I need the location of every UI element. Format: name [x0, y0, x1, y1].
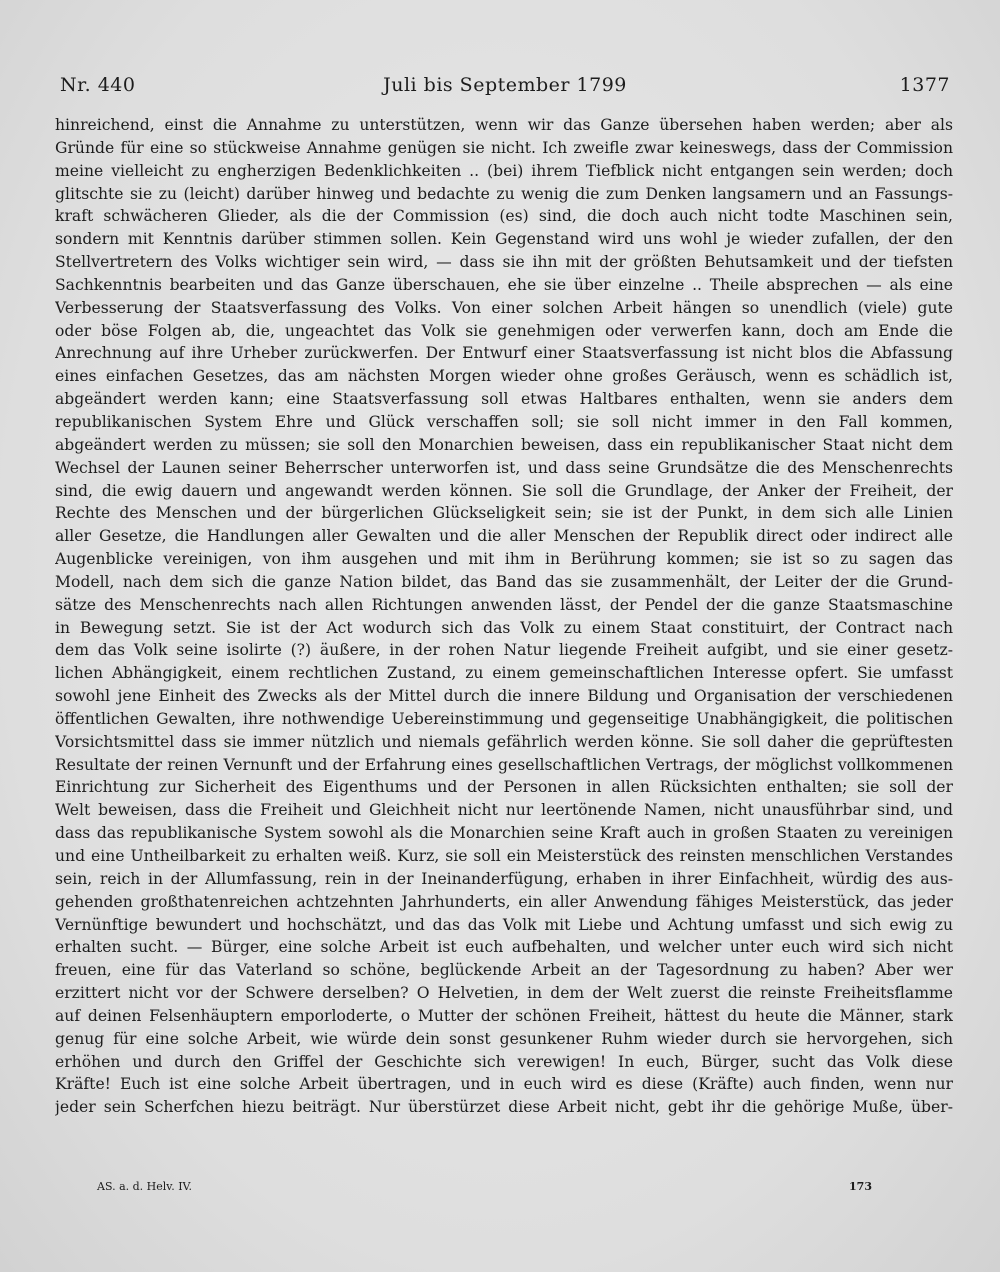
text-line: Augenblicke vereinigen, von ihm ausgehen und mit ihm in Berührung kommen; sie ist so zu sagen das — [55, 550, 953, 569]
text-line: Resultate der reinen Vernunft und der Erfahrung eines gesellschaftlichen Vertrags, der möglichst vollkommenen — [55, 755, 953, 774]
text-line: Wechsel der Launen seiner Beherrscher unterworfen ist, und dass seine Grundsätze die des Menschenrechts — [55, 458, 953, 477]
text-line: Gründe für eine so stückweise Annahme genügen sie nicht. Ich zweifle zwar keineswegs, dass der Commission — [55, 138, 953, 157]
running-title: Juli bis September 1799 — [383, 74, 627, 96]
text-line: sätze des Menschenrechts nach allen Richtungen anwenden lässt, der Pendel der die ganze Staatsmaschine — [55, 595, 953, 614]
text-line: erhalten sucht. — Bürger, eine solche Arbeit ist euch aufbehalten, und welcher unter euch wird sich nicht — [55, 938, 953, 957]
text-line: kraft schwächeren Glieder, als die der Commission (es) sind, die doch auch nicht todte Maschinen sein, — [55, 207, 953, 226]
body-text — [55, 114, 953, 1119]
text-line: Modell, nach dem sich die ganze Nation bildet, das Band das sie zusammenhält, der Leiter der die Grund- — [55, 572, 953, 591]
text-line: Einrichtung zur Sicherheit des Eigenthums und der Personen in allen Rücksichten enthalten; sie soll der — [55, 778, 953, 797]
text-line: glitschte sie zu (leicht) darüber hinweg und bedachte zu wenig die zum Denken langsamern und an Fassungs- — [55, 184, 953, 203]
text-line: meine vielleicht zu engherzigen Bedenklichkeiten .. (bei) ihrem Tiefblick nicht entgangen sein werden; doch — [55, 161, 953, 180]
text-line: Vorsichtsmittel dass sie immer nützlich und niemals gefährlich werden könne. Sie soll daher die geprüftesten — [55, 732, 953, 751]
document-number: Nr. 440 — [60, 74, 136, 96]
text-line: in Bewegung setzt. Sie ist der Act wodurch sich das Volk zu einem Staat constituirt, der Contract nach — [55, 618, 953, 637]
text-line: jeder sein Scherfchen hiezu beiträgt. Nur überstürzet diese Arbeit nicht, gebt ihr die gehörige Muße, über- — [55, 1098, 953, 1117]
text-line: abgeändert werden zu müssen; sie soll den Monarchien beweisen, dass ein republikanischer Staat nicht dem — [55, 435, 953, 454]
text-line: dass das republikanische System sowohl als die Monarchien seine Kraft auch in großen Staaten zu vereinigen — [55, 824, 953, 843]
text-line: gehenden großthatenreichen achtzehnten Jahrhunderts, ein aller Anwendung fähiges Meisterstück, das jeder — [55, 892, 953, 911]
text-line: hinreichend, einst die Annahme zu unterstützen, wenn wir das Ganze übersehen haben werden; aber als — [55, 116, 953, 134]
text-line: aller Gesetze, die Handlungen aller Gewalten und die aller Menschen der Republik direct oder indirect alle — [55, 527, 953, 546]
text-line: lichen Abhängigkeit, einem rechtlichen Zustand, zu einem gemeinschaftlichen Interesse opfert. Sie umfasst — [55, 664, 953, 683]
text-line: dem das Volk seine isolirte (?) äußere, in der rohen Natur liegende Freiheit aufgibt, und sie einer gesetz- — [55, 641, 953, 660]
text-line: erhöhen und durch den Griffel der Geschichte sich verewigen! In euch, Bürger, sucht das Volk diese — [55, 1052, 953, 1071]
text-line: Vernünftige bewundert und hochschätzt, und das das Volk mit Liebe und Achtung umfasst und sich ewig zu — [55, 915, 953, 934]
page-number: 1377 — [899, 74, 950, 96]
text-line: Stellvertretern des Volks wichtiger sein wird, — dass sie ihn mit der größten Behutsamkeit und der tiefsten — [55, 253, 953, 272]
sheet-number: 173 — [849, 1180, 872, 1193]
text-line: Rechte des Menschen und der bürgerlichen Glückseligkeit sein; sie ist der Punkt, in dem sich alle Linien — [55, 504, 953, 523]
text-line: sondern mit Kenntnis darüber stimmen sollen. Kein Gegenstand wird uns wohl je wieder zufallen, der den — [55, 230, 953, 249]
text-line: abgeändert werden kann; eine Staatsverfassung soll etwas Haltbares enthalten, wenn sie anders dem — [55, 390, 953, 409]
text-line: oder böse Folgen ab, die, ungeachtet das Volk sie genehmigen oder verwerfen kann, doch am Ende die — [55, 321, 953, 340]
text-line: erzittert nicht vor der Schwere derselben? O Helvetien, in dem der Welt zuerst die reinste Freiheitsflamme — [55, 984, 953, 1003]
text-line: republikanischen System Ehre und Glück verschaffen soll; sie soll nicht immer in den Fall kommen, — [55, 412, 953, 431]
text-line: auf deinen Felsenhäuptern emporloderte, o Mutter der schönen Freiheit, hättest du heute die Männer, stark — [55, 1006, 953, 1025]
page-footer — [97, 1180, 872, 1198]
page-header — [60, 74, 950, 102]
text-line: sind, die ewig dauern und angewandt werden können. Sie soll die Grundlage, der Anker der Freiheit, der — [55, 481, 953, 500]
text-line: freuen, eine für das Vaterland so schöne, beglückende Arbeit an der Tagesordnung zu haben? Aber wer — [55, 961, 953, 980]
text-line: genug für eine solche Arbeit, wie würde dein sonst gesunkener Ruhm wieder durch sie hervorgehen, sich — [55, 1029, 953, 1048]
text-line: Kräfte! Euch ist eine solche Arbeit übertragen, und in euch wird es diese (Kräfte) auch finden, wenn nur — [55, 1075, 953, 1094]
signature-mark: AS. a. d. Helv. IV. — [97, 1180, 193, 1193]
text-line: sowohl jene Einheit des Zwecks als der Mittel durch die innere Bildung und Organisation der verschiedenen — [55, 687, 953, 706]
text-line: Welt beweisen, dass die Freiheit und Gleichheit nicht nur leertönende Namen, nicht unausführbar sind, und — [55, 801, 953, 820]
text-line: und eine Untheilbarkeit zu erhalten weiß. Kurz, sie soll ein Meisterstück des reinsten menschlichen Verstandes — [55, 847, 953, 865]
text-line: öffentlichen Gewalten, ihre nothwendige Uebereinstimmung und gegenseitige Unabhängigkeit, die politischen — [55, 709, 953, 728]
text-line: Verbesserung der Staatsverfassung des Volks. Von einer solchen Arbeit hängen so unendlich (viele) gute — [55, 298, 953, 317]
text-line: Anrechnung auf ihre Urheber zurückwerfen. Der Entwurf einer Staatsverfassung ist nicht blos die Abfassung — [55, 344, 953, 363]
text-line: sein, reich in der Allumfassung, rein in der Ineinanderfügung, erhaben in ihrer Einfachheit, würdig des aus- — [55, 869, 953, 888]
text-line: Sachkenntnis bearbeiten und das Ganze überschauen, ehe sie über einzelne .. Theile absprechen — als eine — [55, 275, 953, 294]
text-line: eines einfachen Gesetzes, das am nächsten Morgen wieder ohne großes Geräusch, wenn es schädlich ist, — [55, 367, 953, 386]
